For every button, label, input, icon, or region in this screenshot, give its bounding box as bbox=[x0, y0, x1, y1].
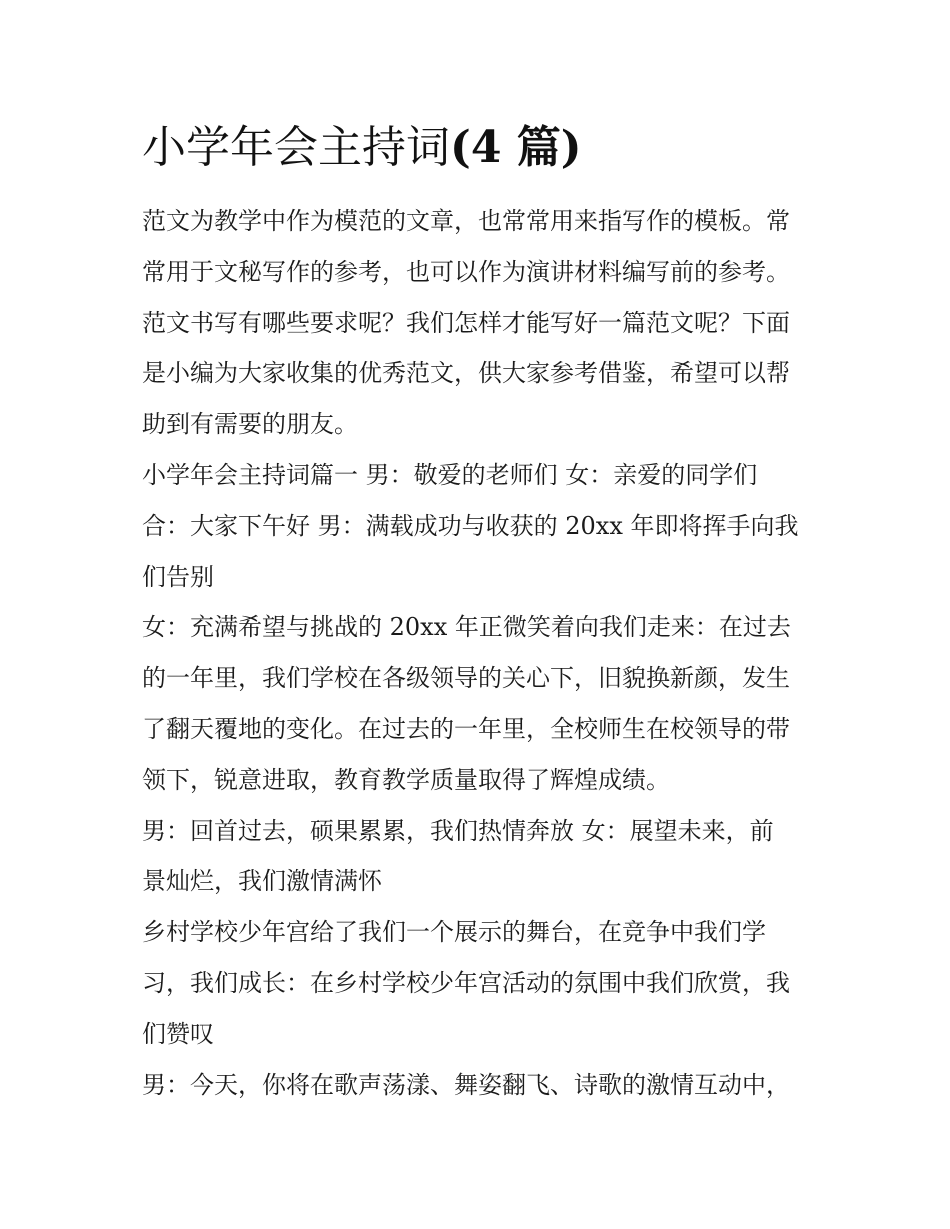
body-line: 范文为教学中作为模范的文章，也常常用来指写作的模板。常 bbox=[142, 207, 790, 235]
body-line: 合：大家下午好 男：满载成功与收获的 20xx 年即将挥手向我 bbox=[142, 511, 799, 540]
body-line: 们告别 bbox=[142, 562, 214, 591]
body-line: 女：充满希望与挑战的 20xx 年正微笑着向我们走来：在过去 bbox=[142, 613, 791, 642]
document-title bbox=[142, 116, 822, 180]
body-line: 们赞叹 bbox=[142, 1019, 214, 1048]
body-line: 助到有需要的朋友。 bbox=[142, 410, 358, 439]
body-line: 是小编为大家收集的优秀范文，供大家参考借鉴，希望可以帮 bbox=[142, 359, 790, 388]
document-title-suffix: (4 篇) bbox=[450, 122, 582, 173]
body-line: 了翻天覆地的变化。在过去的一年里，全校师生在校领导的带 bbox=[142, 714, 790, 743]
body-line: 男：今天，你将在歌声荡漾、舞姿翻飞、诗歌的激情互动中， bbox=[142, 1070, 790, 1099]
body-line: 常用于文秘写作的参考，也可以作为演讲材料编写前的参考。 bbox=[142, 257, 790, 286]
body-line: 习，我们成长：在乡村学校少年宫活动的氛围中我们欣赏，我 bbox=[142, 968, 790, 997]
body-line: 小学年会主持词篇一 男：敬爱的老师们 女：亲爱的同学们 bbox=[142, 460, 758, 489]
document-body bbox=[142, 196, 814, 1110]
body-line: 男：回首过去，硕果累累，我们热情奔放 女：展望未来，前 bbox=[142, 816, 774, 845]
body-line: 领下，锐意进取，教育教学质量取得了辉煌成绩。 bbox=[142, 765, 670, 794]
body-line: 范文书写有哪些要求呢？我们怎样才能写好一篇范文呢？下面 bbox=[142, 308, 790, 337]
body-line: 的一年里，我们学校在各级领导的关心下，旧貌换新颜，发生 bbox=[142, 664, 790, 693]
body-line: 乡村学校少年宫给了我们一个展示的舞台，在竞争中我们学 bbox=[142, 918, 766, 947]
body-line: 景灿烂，我们激情满怀 bbox=[142, 867, 382, 896]
document-title-main: 小学年会主持词 bbox=[142, 122, 450, 173]
